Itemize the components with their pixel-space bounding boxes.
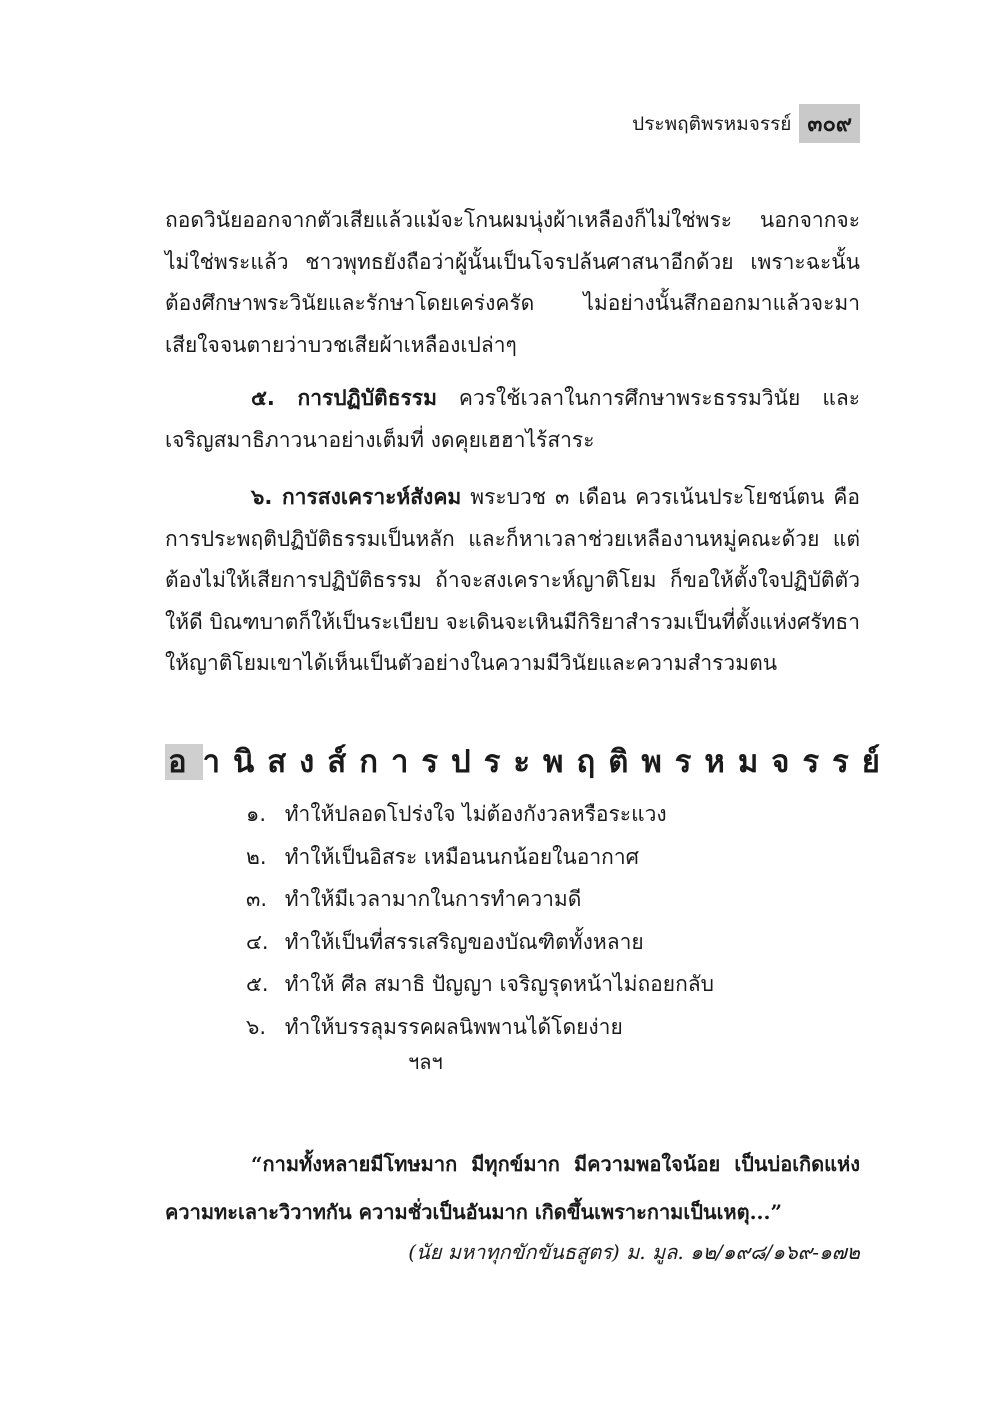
list-item-number: ๓. [246, 887, 268, 911]
list-item-number: ๕. [246, 972, 269, 996]
list-item-text: ทำให้มีเวลามากในการทำความดี [284, 887, 582, 911]
point-5-paragraph [165, 378, 860, 461]
list-item-text: ทำให้ปลอดโปร่งใจ ไม่ต้องกังวลหรือระแวง [284, 802, 667, 826]
scripture-quote: “กามทั้งหลายมีโทษมาก มีทุกข์มาก มีความพอใจน้อย เป็นบ่อเกิดแห่งความทะเลาะวิวาทกัน ความชั่วเป็นอันมาก เกิดขึ้นเพราะกามเป็นเหตุ...” [165, 1152, 860, 1224]
list-item-number: ๔. [246, 929, 269, 954]
list-item-number: ๑. [246, 802, 267, 826]
point-6-heading: ๖. การสงเคราะห์สังคม [251, 485, 462, 509]
page-header [632, 104, 860, 143]
list-item-text: ทำให้ ศีล สมาธิ ปัญญา เจริญรุดหน้าไม่ถอยกลับ [284, 972, 715, 996]
benefits-section-title [165, 736, 893, 786]
running-title: ประพฤติพรหมจรรย์ [632, 112, 792, 135]
quote-citation: (นัย มหาทุกขักขันธสูตร) ม. มูล. ๑๒/๑๙๘/๑๖๙-๑๗๒ [408, 1240, 860, 1264]
list-item-number: ๖. [246, 1014, 267, 1039]
list-item-number: ๒. [246, 844, 267, 869]
point-5-heading: ๕. การปฏิบัติธรรม [251, 386, 437, 410]
benefits-list [246, 793, 846, 1048]
point-6-paragraph [165, 477, 860, 685]
list-item [246, 878, 846, 921]
list-item [246, 836, 846, 879]
list-item-text: ทำให้เป็นอิสระ เหมือนนกน้อยในอากาศ [284, 844, 639, 869]
etc-mark: ฯลฯ [408, 1050, 443, 1074]
list-item-text: ทำให้เป็นที่สรรเสริญของบัณฑิตทั้งหลาย [284, 929, 644, 954]
title-first-letter: อ [165, 744, 203, 780]
page-number: ๓๐๙ [799, 104, 860, 143]
title-rest: านิสงส์การประพฤติพรหมจรรย์ [202, 744, 893, 780]
list-item [246, 921, 846, 964]
list-item [246, 963, 846, 1006]
intro-paragraph: ถอดวินัยออกจากตัวเสียแล้วแม้จะโกนผมนุ่งผ้าเหลืองก็ไม่ใช่พระ นอกจากจะไม่ใช่พระแล้ว ชาวพุทธยังถือว่าผู้นั้นเป็นโจรปล้นศาสนาอีกด้วย เพราะฉะนั้นต้องศึกษาพระวินัยและรักษาโดยเคร่งครัด ไม่อย่างนั้นสึกออกมาแล้วจะมาเสียใจจนตายว่าบวชเสียผ้าเหลืองเปล่าๆ [165, 208, 860, 357]
point-6-text: พระบวช ๓ เดือน ควรเน้นประโยชน์ตน คือการประพฤติปฏิบัติธรรมเป็นหลัก และก็หาเวลาช่วยเหลืองานหมู่คณะด้วย แต่ต้องไม่ให้เสียการปฏิบัติธรรม ถ้าจะสงเคราะห์ญาติโยม ก็ขอให้ตั้งใจปฏิบัติตัวให้ดี บิณฑบาตก็ให้เป็นระเบียบ จะเดินจะเหินมีกิริยาสำรวมเป็นที่ตั้งแห่งศรัทธา ให้ญาติโยมเขาได้เห็นเป็นตัวอย่างในความมีวินัยและความสำรวมตน [165, 485, 860, 675]
list-item [246, 793, 846, 836]
point-5-text: ควรใช้เวลาในการศึกษาพระธรรมวินัย และเจริญสมาธิภาวนาอย่างเต็มที่ งดคุยเฮฮาไร้สาระ [165, 386, 861, 452]
list-item-text: ทำให้บรรลุมรรคผลนิพพานได้โดยง่าย [284, 1014, 623, 1039]
list-item [246, 1006, 846, 1049]
